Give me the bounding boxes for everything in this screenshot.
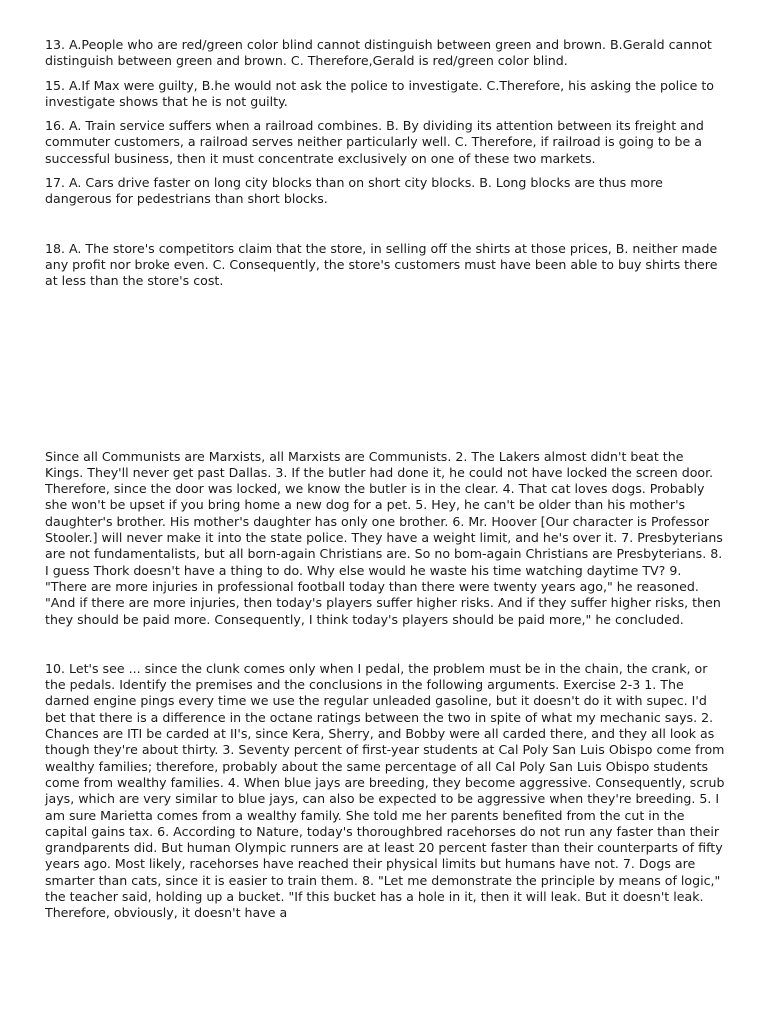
paragraph-13: 13. A.People who are red/green color blind cannot distinguish between green and brown. B.Gerald cannot distinguish between green and brown. C. Therefore,Gerald is red/green color blind. [45,37,712,69]
document-page [45,37,725,922]
paragraph-15: 15. A.If Max were guilty, B.he would not ask the police to investigate. C.Therefore, his asking the police to investigate shows that he is not guilty. [45,77,714,109]
paragraph-17: 17. A. Cars drive faster on long city blocks than on short city blocks. B. Long blocks are thus more dangerous for pedestrians than short blocks. [45,175,663,207]
paragraph-16: 16. A. Train service suffers when a railroad combines. B. By dividing its attention between its freight and commuter customers, a railroad serves neither particularly well. C. Therefore, if railroad is going to be a successful business, then it must concentrate exclusively on one of these two markets. [45,118,704,166]
paragraph-communists: Since all Communists are Marxists, all Marxists are Communists. 2. The Lakers almost didn't beat the Kings. They'll never get past Dallas. 3. If the butler had done it, he could not have locked the screen door. Therefore, since the door was locked, we know the butler is in the clear. 4. That cat loves dogs. Probably she won't be upset if you bring home a new dog for a pet. 5. Hey, he can't be older than his mother's daughter's brother. His mother's daughter has only one brother. 6. Mr. Hoover [Our character is Professor Stooler.] will never make it into the state police. They have a weight limit, and he's over it. 7. Presbyterians are not fundamentalists, but all born-again Christians are. So no bom-again Christians are Presbyterians. 8. I guess Thork doesn't have a thing to do. Why else would he waste his time watching daytime TV? 9. "There are more injuries in professional football today than there were twenty years ago," he reasoned. "And if there are more injuries, then today's players suffer higher risks. And if they suffer higher risks, then they should be paid more. Consequently, I think today's players should be paid more," he concluded. [45,448,723,627]
paragraph-18: 18. A. The store's competitors claim that the store, in selling off the shirts at those prices, B. neither made any profit nor broke even. C. Consequently, the store's customers must have been able to buy shirts there at less than the store's cost. [45,240,718,289]
paragraph-10-exercise: 10. Let's see ... since the clunk comes only when I pedal, the problem must be in the chain, the crank, or the pedals. Identify the premises and the conclusions in the following arguments. Exercise 2-3 1. The darned engine pings every time we use the regular unleaded gasoline, but it doesn't do it with supec. I'd bet that there is a difference in the octane ratings between the two in spite of what my mechanic says. 2. Chances are ITI be carded at II's, since Kera, Sherry, and Bobby were all carded there, and they all look as though they're about thirty. 3. Seventy percent of first-year students at Cal Poly San Luis Obispo come from wealthy families; therefore, probably about the same percentage of all Cal Poly San Luis Obispo students come from wealthy families. 4. When blue jays are breeding, they become aggressive. Consequently, scrub jays, which are very similar to blue jays, can also be expected to be aggressive when they're breeding. 5. I am sure Marietta comes from a wealthy family. She told me her parents benefited from the cut in the capital gains tax. 6. According to Nature, today's thoroughbred racehorses do not run any faster than their grandparents did. But human Olympic runners are at least 20 percent faster than their counterparts of fifty years ago. Most likely, racehorses have reached their physical limits but humans have not. 7. Dogs are smarter than cats, since it is easier to train them. 8. "Let me demonstrate the principle by means of logic," the teacher said, holding up a bucket. "If this bucket has a hole in it, then it will leak. But it doesn't leak. Therefore, obviously, it doesn't have a [45,660,725,921]
